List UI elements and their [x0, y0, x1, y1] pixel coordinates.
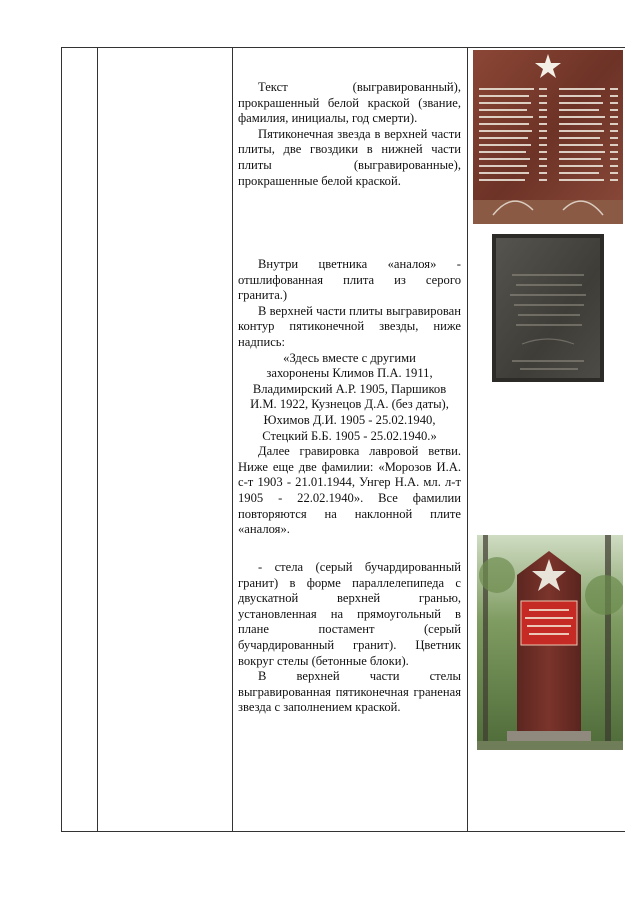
description-block-1 — [238, 80, 461, 189]
photo-red-plaque-image — [473, 50, 623, 224]
paragraph: Внутри цветника «аналоя» - отшлифованная плита из серого гранита.) — [238, 257, 461, 303]
quote-line: И.М. 1922, Кузнецов Д.А. (без даты), — [250, 397, 449, 412]
photo-grey-slab-image — [492, 234, 604, 382]
column-divider-3 — [232, 47, 233, 832]
quote-line: захоронены Климов П.А. 1911, — [266, 366, 433, 381]
column-divider-1 — [61, 47, 62, 832]
photo-red-stele-image — [477, 535, 623, 750]
description-block-3 — [238, 560, 461, 716]
quote-line: Юхимов Д.И. 1905 - 25.02.1940, — [263, 412, 436, 427]
quote-line: Стецкий Б.Б. 1905 - 25.02.1940.» — [262, 428, 437, 443]
column-divider-4 — [467, 47, 468, 832]
paragraph: В верхней части стелы выгравированная пятиконечная граненая звезда с заполнением краской. — [238, 669, 461, 715]
description-block-2 — [238, 257, 461, 538]
paragraph: Пятиконечная звезда в верхней части плиты, две гвоздики в нижней части плиты (выгравированные), прокрашенные белой краской. — [238, 126, 461, 188]
photo-grey-slab — [492, 234, 604, 382]
column-divider-2 — [97, 47, 98, 832]
paragraph: Текст (выгравированный), прокрашенный белой краской (звание, фамилия, инициалы, год смерти). — [238, 80, 461, 126]
paragraph: - стела (серый бучардированный гранит) в форме параллелепипеда с двускатной верхней гранью, установленная на прямоугольный в плане постамент (серый бучардированный гранит). Цветник вокруг стелы (бетонные блоки). — [238, 560, 461, 668]
photo-red-stele — [477, 535, 623, 750]
table-bottom-border — [61, 831, 625, 832]
paragraph: В верхней части плиты выгравирован контур пятиконечной звезды, ниже надпись: — [238, 303, 461, 349]
photo-red-plaque — [473, 50, 623, 224]
table-top-border — [61, 47, 625, 48]
quote-line: Владимирский А.Р. 1905, Паршиков — [252, 381, 447, 396]
quote-line: «Здесь вместе с другими — [283, 350, 416, 365]
paragraph: Далее гравировка лавровой ветви. Ниже еще две фамилии: «Морозов И.А. с-т 1903 - 21.01.1944, Унгер Н.А. мл. л-т 1905 - 22.02.1940». Все фамилии повторяются на наклонной плите «аналоя». — [238, 444, 461, 537]
